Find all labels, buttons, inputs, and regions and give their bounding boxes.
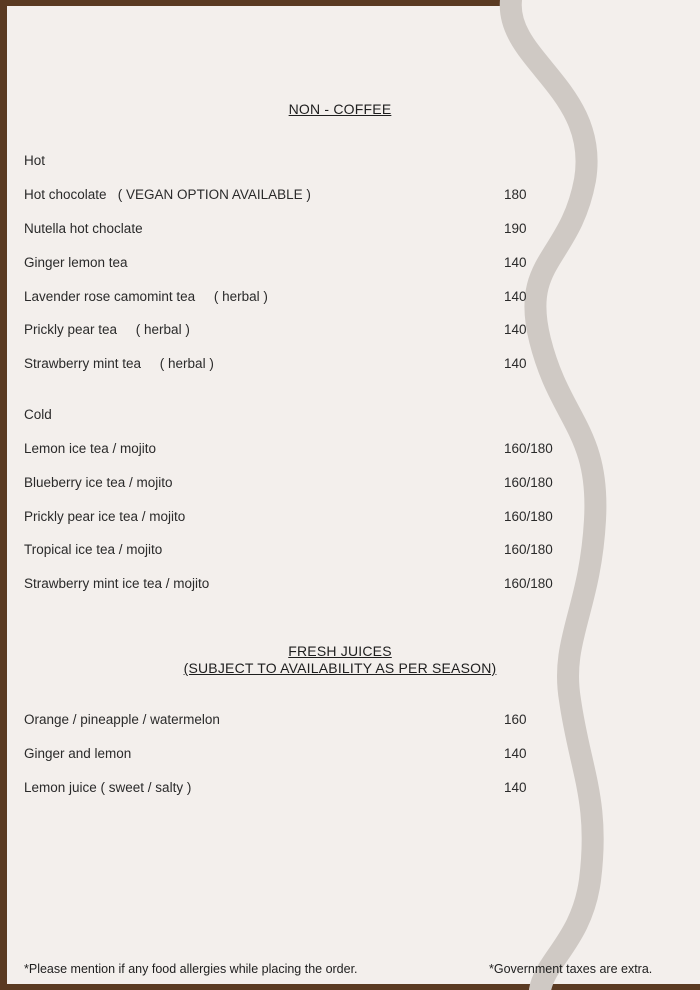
menu-item-name: Strawberry mint tea ( herbal ) [24, 356, 214, 371]
menu-item-price: 180 [504, 187, 527, 202]
menu-item-name: Prickly pear tea ( herbal ) [24, 322, 190, 337]
menu-item-price: 140 [504, 322, 527, 337]
menu-item-price: 160/180 [504, 542, 553, 557]
fresh-juices-title: FRESH JUICES [288, 643, 392, 659]
menu-item-price: 160/180 [504, 509, 553, 524]
menu-item-price: 140 [504, 289, 527, 304]
fresh-juices-subtitle: (SUBJECT TO AVAILABILITY AS PER SEASON) [183, 660, 497, 676]
menu-item-price: 160/180 [504, 441, 553, 456]
cold-section-label: Cold [24, 407, 52, 422]
hot-section-label: Hot [24, 153, 46, 168]
menu-item-name: Tropical ice tea / mojito [24, 542, 163, 557]
allergy-note: *Please mention if any food allergies while placing the order. [24, 962, 358, 976]
menu-item-price: 160 [504, 712, 527, 727]
menu-item-price: 160/180 [504, 576, 553, 591]
menu-item-price: 140 [504, 780, 527, 795]
menu-item-price: 140 [504, 255, 527, 270]
menu-item-name: Prickly pear ice tea / mojito [24, 509, 186, 524]
menu-item-name: Orange / pineapple / watermelon [24, 712, 220, 727]
non-coffee-title: NON - COFFEE [288, 101, 392, 117]
menu-item-name: Blueberry ice tea / mojito [24, 475, 173, 490]
menu-item-name: Ginger lemon tea [24, 255, 128, 270]
menu-item-price: 160/180 [504, 475, 553, 490]
menu-item-price: 140 [504, 356, 527, 371]
menu-item-name: Strawberry mint ice tea / mojito [24, 576, 210, 591]
menu-item-name: Lemon juice ( sweet / salty ) [24, 780, 192, 795]
menu-item-price: 190 [504, 221, 527, 236]
menu-item-name: Lavender rose camomint tea ( herbal ) [24, 289, 268, 304]
tax-note: *Government taxes are extra. [489, 962, 653, 976]
menu-item-name: Nutella hot choclate [24, 221, 143, 236]
menu-item-name: Ginger and lemon [24, 746, 132, 761]
menu-item-price: 140 [504, 746, 527, 761]
menu-item-name: Hot chocolate ( VEGAN OPTION AVAILABLE ) [24, 187, 311, 202]
menu-item-name: Lemon ice tea / mojito [24, 441, 157, 456]
